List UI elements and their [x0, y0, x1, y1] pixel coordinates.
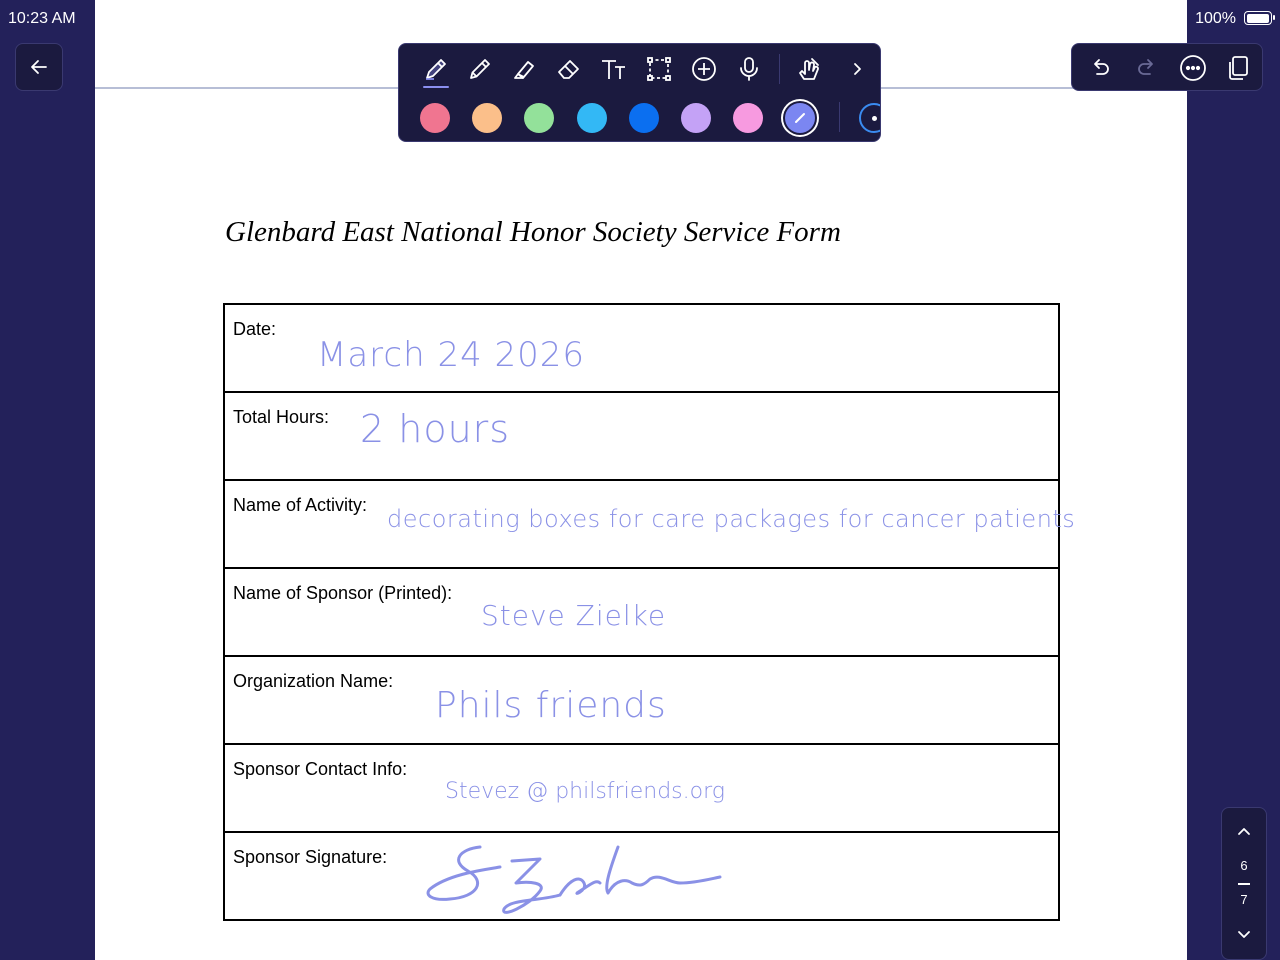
- handwritten-hours: 2 hours: [360, 407, 511, 451]
- color-swatch[interactable]: [785, 103, 815, 133]
- touch-draw-icon[interactable]: [792, 52, 826, 86]
- lasso-select-icon[interactable]: [642, 52, 676, 86]
- eraser-icon[interactable]: [552, 52, 586, 86]
- handwritten-contact: Stevez @ philsfriends.org: [445, 779, 725, 804]
- form-row-total-hours[interactable]: [225, 393, 1058, 481]
- palette-divider: [839, 102, 840, 132]
- handwritten-sponsor-name: Steve Zielke: [481, 599, 667, 632]
- pen-icon[interactable]: [419, 52, 453, 86]
- previous-page-button[interactable]: [1232, 820, 1256, 844]
- drawing-toolbar: [398, 43, 881, 142]
- field-label-total-hours: Total Hours:: [233, 407, 330, 427]
- highlighter-icon[interactable]: [508, 52, 542, 86]
- undo-icon[interactable]: [1083, 51, 1117, 85]
- microphone-icon[interactable]: [732, 52, 766, 86]
- back-arrow-icon: [27, 55, 51, 79]
- page-navigator: [1221, 807, 1267, 960]
- field-label-activity: Name of Activity:: [233, 495, 368, 515]
- color-swatch[interactable]: [472, 103, 502, 133]
- more-icon[interactable]: [1176, 51, 1210, 85]
- handwritten-date: March 24 2026: [317, 335, 586, 375]
- color-swatch[interactable]: [420, 103, 450, 133]
- field-label-date: Date:: [233, 319, 277, 339]
- handwritten-activity: decorating boxes for care packages for cancer patients: [387, 505, 1076, 533]
- form-title: Glenbard East National Honor Society Service Form: [225, 216, 841, 248]
- field-label-organization: Organization Name:: [233, 671, 394, 691]
- chevron-down-icon: [1235, 925, 1253, 943]
- service-form-table: [223, 303, 1076, 921]
- form-row-signature[interactable]: [225, 833, 1058, 919]
- next-page-button[interactable]: [1232, 922, 1256, 946]
- color-swatch[interactable]: [733, 103, 763, 133]
- pencil-icon[interactable]: [463, 52, 497, 86]
- stroke-size-button[interactable]: [859, 103, 881, 133]
- color-swatch[interactable]: [577, 103, 607, 133]
- pages-icon[interactable]: [1221, 51, 1255, 85]
- form-row-sponsor-name[interactable]: [225, 569, 1058, 657]
- handwritten-organization: Phils friends: [435, 685, 667, 726]
- chevron-up-icon: [1235, 823, 1253, 841]
- document-actions-toolbar: [1071, 43, 1263, 91]
- chevron-right-icon[interactable]: [840, 52, 874, 86]
- form-row-contact[interactable]: [225, 745, 1058, 833]
- signature-drawing: [420, 839, 725, 919]
- redo-icon[interactable]: [1130, 51, 1164, 85]
- battery-percent: 100%: [1195, 10, 1236, 27]
- color-swatch[interactable]: [629, 103, 659, 133]
- add-icon[interactable]: [687, 52, 721, 86]
- toolbar-divider: [779, 54, 780, 84]
- color-swatch[interactable]: [524, 103, 554, 133]
- edit-color-icon: [792, 110, 808, 126]
- field-label-signature: Sponsor Signature:: [233, 847, 388, 867]
- battery-level-fill: [1247, 14, 1269, 23]
- page-separator: [1238, 883, 1250, 885]
- current-page-number: 6: [1240, 858, 1248, 873]
- total-pages-number: 7: [1240, 892, 1248, 907]
- form-row-date[interactable]: [225, 305, 1058, 393]
- form-row-organization[interactable]: [225, 657, 1058, 745]
- text-tool-icon[interactable]: [597, 52, 631, 86]
- field-label-contact: Sponsor Contact Info:: [233, 759, 408, 779]
- status-time: 10:23 AM: [8, 10, 76, 27]
- battery-icon: [1244, 11, 1272, 25]
- back-button[interactable]: [15, 43, 63, 91]
- form-row-activity[interactable]: [225, 481, 1076, 569]
- color-swatch[interactable]: [681, 103, 711, 133]
- active-tool-indicator: [423, 86, 449, 88]
- field-label-sponsor-name: Name of Sponsor (Printed):: [233, 583, 453, 603]
